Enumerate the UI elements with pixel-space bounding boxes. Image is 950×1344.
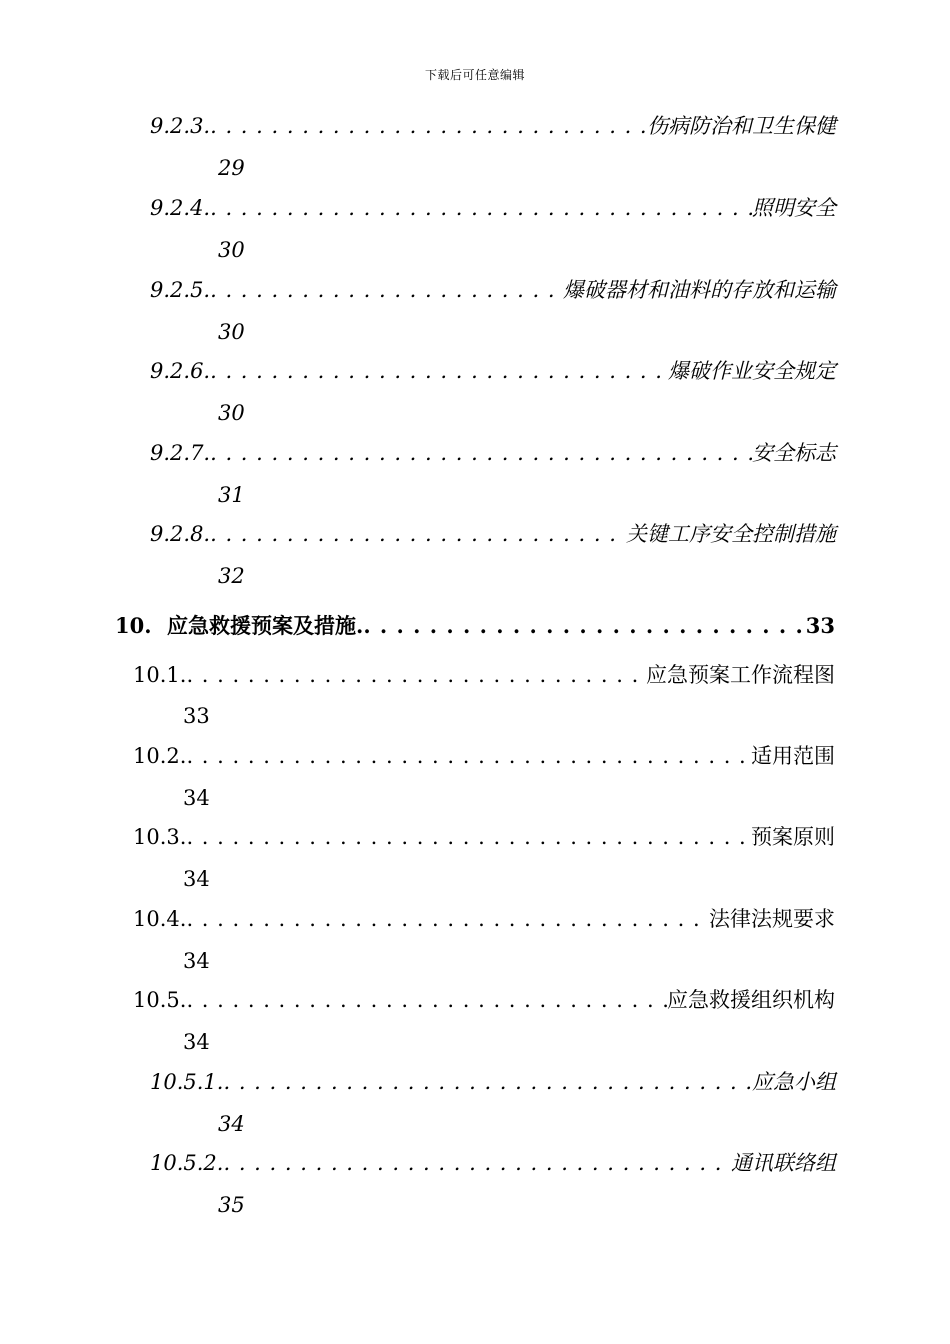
toc-leader-dots	[223, 1066, 752, 1098]
toc-entry-page: 30	[218, 401, 245, 425]
toc-entry-page: 35	[218, 1193, 245, 1217]
toc-entry-page: 34	[183, 786, 210, 810]
toc-entry-number: 10.	[115, 613, 152, 638]
toc-entry[interactable]	[133, 821, 835, 853]
toc-entry-number: 10.5.2.	[150, 1151, 224, 1175]
toc-entry[interactable]	[133, 659, 835, 691]
toc-chapter-entry[interactable]	[115, 610, 835, 642]
toc-entry-page: 34	[183, 867, 210, 891]
toc-entry-number: 10.3.	[133, 825, 187, 849]
toc-leader-dots	[223, 1147, 731, 1179]
toc-leader-dots	[210, 518, 626, 550]
toc-leader-dots	[186, 821, 751, 853]
toc-entry[interactable]	[133, 984, 835, 1016]
toc-entry-number: 9.2.8.	[150, 522, 211, 546]
toc-entry-number: 9.2.3.	[150, 114, 211, 138]
toc-leader-dots	[210, 355, 668, 387]
toc-entry-number: 9.2.6.	[150, 359, 211, 383]
toc-entry-page: 33	[805, 613, 835, 638]
toc-entry-title: 伤病防治和卫生保健	[647, 114, 836, 138]
toc-entry-title: 应急救援预案及措施.	[167, 613, 364, 638]
toc-entry-title: 应急预案工作流程图	[646, 663, 835, 687]
toc-entry-page: 34	[183, 1030, 210, 1054]
toc-entry[interactable]	[150, 355, 836, 387]
toc-leader-dots	[186, 659, 646, 691]
toc-entry-page: 32	[218, 564, 245, 588]
toc-entry[interactable]	[133, 903, 835, 935]
toc-entry[interactable]	[133, 740, 835, 772]
toc-leader-dots	[363, 610, 805, 642]
toc-entry-title: 应急救援组织机构	[667, 988, 835, 1012]
toc-entry-page: 31	[218, 483, 245, 507]
toc-entry-page: 30	[218, 320, 245, 344]
toc-entry-number: 10.1.	[133, 663, 187, 687]
toc-entry-title: 应急小组	[752, 1070, 836, 1094]
toc-entry-page: 29	[218, 156, 245, 180]
toc-entry-title: 照明安全	[752, 196, 836, 220]
toc-entry[interactable]	[150, 192, 836, 224]
toc-leader-dots	[186, 984, 667, 1016]
toc-entry[interactable]	[150, 1147, 836, 1179]
toc-entry-title: 爆破器材和油料的存放和运输	[563, 278, 836, 302]
toc-entry-title: 通讯联络组	[731, 1151, 836, 1175]
toc-entry-title: 法律法规要求	[709, 907, 835, 931]
toc-entry-title: 预案原则	[751, 825, 835, 849]
toc-leader-dots	[210, 274, 563, 306]
toc-leader-dots	[186, 903, 709, 935]
toc-entry-number: 9.2.5.	[150, 278, 211, 302]
toc-leader-dots	[210, 110, 647, 142]
toc-entry-title: 爆破作业安全规定	[668, 359, 836, 383]
toc-leader-dots	[186, 740, 751, 772]
toc-entry[interactable]	[150, 518, 836, 550]
toc-entry-number: 10.5.	[133, 988, 187, 1012]
toc-entry-title: 关键工序安全控制措施	[626, 522, 836, 546]
toc-entry-number: 9.2.4.	[150, 196, 211, 220]
toc-leader-dots	[210, 192, 752, 224]
toc-entry-title: 安全标志	[752, 441, 836, 465]
toc-entry-page: 33	[183, 704, 210, 728]
toc-entry-number: 10.5.1.	[150, 1070, 224, 1094]
page-header: 下载后可任意编辑	[424, 68, 525, 82]
toc-entry-number: 10.2.	[133, 744, 187, 768]
toc-entry-number: 9.2.7.	[150, 441, 211, 465]
toc-entry-page: 34	[218, 1112, 245, 1136]
toc-leader-dots	[210, 437, 752, 469]
toc-entry[interactable]	[150, 274, 836, 306]
toc-entry[interactable]	[150, 437, 836, 469]
toc-entry-title: 适用范围	[751, 744, 835, 768]
toc-entry-page: 34	[183, 949, 210, 973]
toc-entry[interactable]	[150, 110, 836, 142]
toc-entry[interactable]	[150, 1066, 836, 1098]
toc-entry-number: 10.4.	[133, 907, 187, 931]
toc-entry-page: 30	[218, 238, 245, 262]
